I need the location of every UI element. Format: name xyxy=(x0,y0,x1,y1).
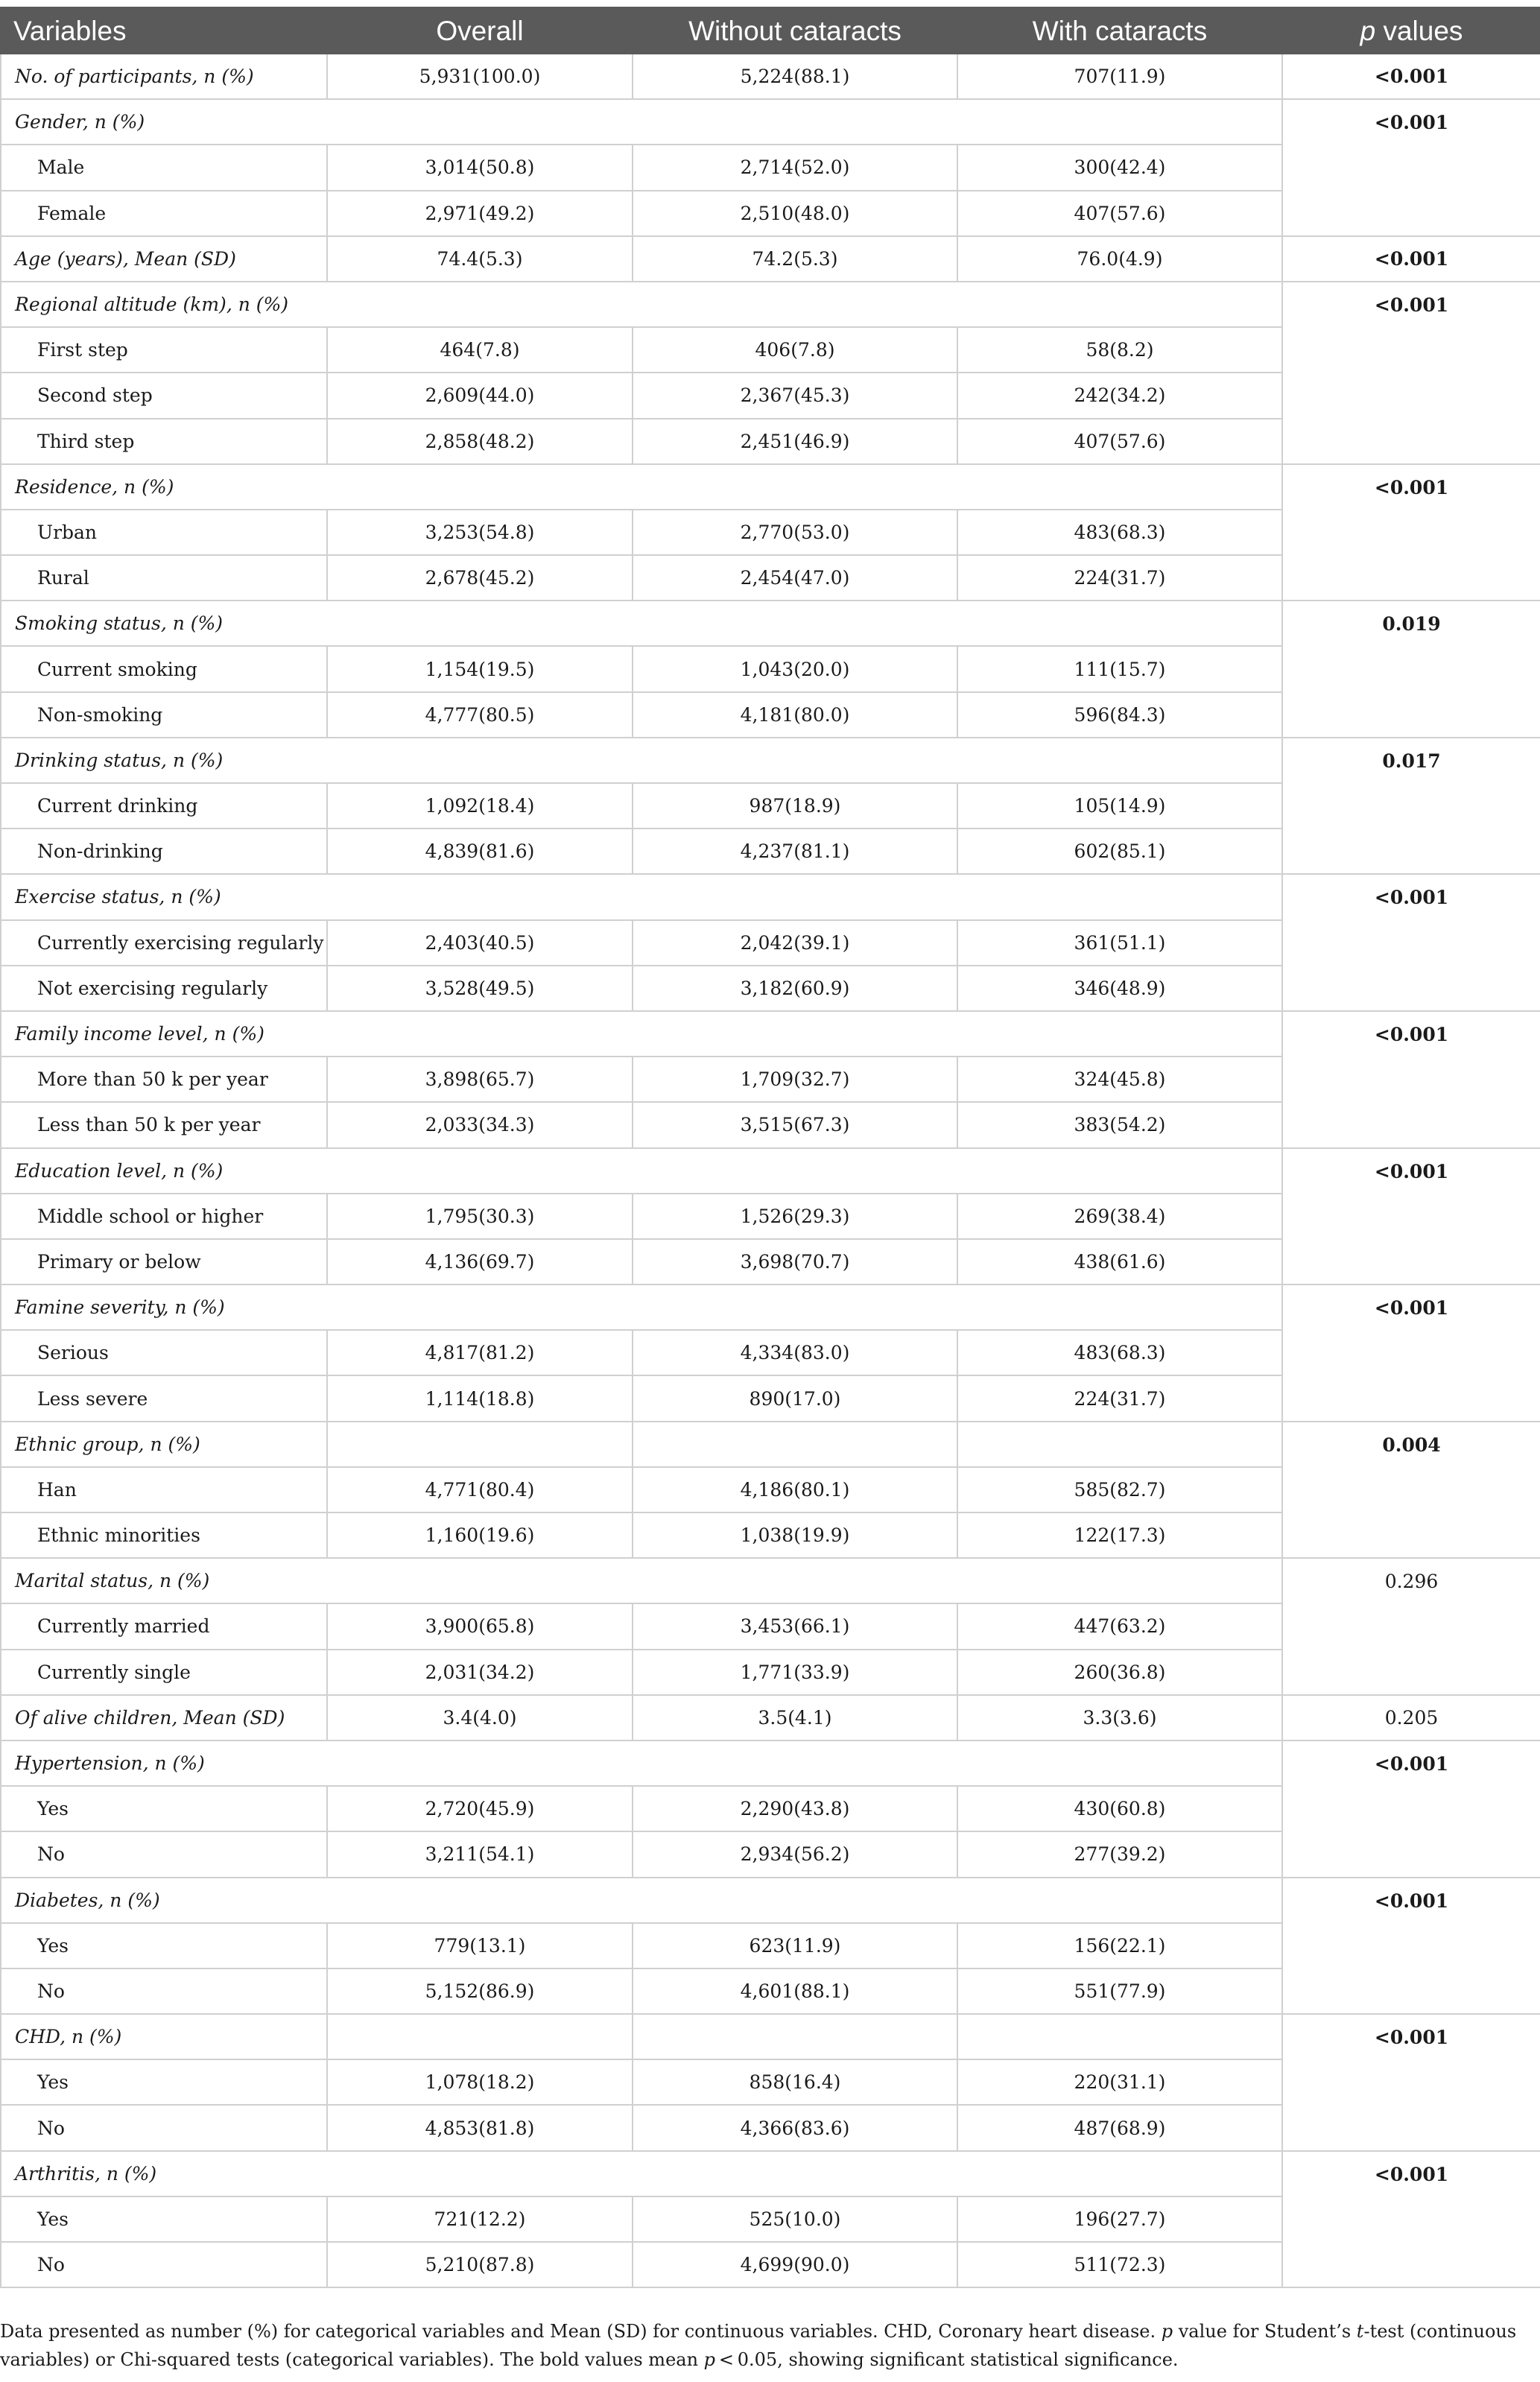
table-row xyxy=(1,738,1540,783)
without-cataracts-cell: 2,510(48.0) xyxy=(633,191,957,236)
overall-cell: 1,092(18.4) xyxy=(327,783,633,829)
p-value-cell: 0.019 xyxy=(1282,601,1540,738)
subgroup-label: No xyxy=(1,2242,327,2287)
overall-cell: 779(13.1) xyxy=(327,1923,633,1968)
without-cataracts-cell: 858(16.4) xyxy=(633,2059,957,2105)
table-row xyxy=(1,1148,1540,1194)
with-cataracts-cell: 487(68.9) xyxy=(957,2105,1282,2150)
with-cataracts-cell: 383(54.2) xyxy=(957,1102,1282,1147)
table-row xyxy=(1,1011,1540,1057)
overall-cell: 2,031(34.2) xyxy=(327,1650,633,1695)
overall-cell: 5,152(86.9) xyxy=(327,1968,633,2014)
subgroup-label: More than 50 k per year xyxy=(1,1057,327,1102)
without-cataracts-cell: 406(7.8) xyxy=(633,327,957,373)
footnote-p1: p xyxy=(1161,2321,1173,2342)
p-value-cell: 0.205 xyxy=(1282,1695,1540,1740)
with-cataracts-cell: 483(68.3) xyxy=(957,510,1282,555)
with-cataracts-cell: 551(77.9) xyxy=(957,1968,1282,2014)
header-p-suffix: values xyxy=(1383,15,1463,46)
with-cataracts-cell: 220(31.1) xyxy=(957,2059,1282,2105)
overall-cell: 2,403(40.5) xyxy=(327,920,633,966)
p-value-cell: <0.001 xyxy=(1282,54,1540,99)
table-row xyxy=(1,874,1540,919)
variable-label: Drinking status, n (%) xyxy=(1,738,1282,783)
with-cataracts-cell: 407(57.6) xyxy=(957,191,1282,236)
with-cataracts-cell: 3.3(3.6) xyxy=(957,1695,1282,1740)
without-cataracts-cell: 1,526(29.3) xyxy=(633,1194,957,1239)
p-value-cell: 0.004 xyxy=(1282,1422,1540,1559)
without-cataracts-cell: 623(11.9) xyxy=(633,1923,957,1968)
with-cataracts-cell: 602(85.1) xyxy=(957,829,1282,874)
overall-cell: 1,795(30.3) xyxy=(327,1194,633,1239)
overall-cell: 4,136(69.7) xyxy=(327,1239,633,1285)
with-cataracts-cell: 707(11.9) xyxy=(957,54,1282,99)
p-value-cell: <0.001 xyxy=(1282,1285,1540,1422)
empty-cell xyxy=(327,2014,633,2059)
header-without: Without cataracts xyxy=(633,7,957,54)
without-cataracts-cell: 2,714(52.0) xyxy=(633,145,957,190)
with-cataracts-cell: 346(48.9) xyxy=(957,966,1282,1011)
without-cataracts-cell: 74.2(5.3) xyxy=(633,236,957,282)
variable-label: Smoking status, n (%) xyxy=(1,601,1282,646)
without-cataracts-cell: 3,182(60.9) xyxy=(633,966,957,1011)
p-value-cell: <0.001 xyxy=(1282,2014,1540,2151)
with-cataracts-cell: 324(45.8) xyxy=(957,1057,1282,1102)
without-cataracts-cell: 2,770(53.0) xyxy=(633,510,957,555)
subgroup-label: Non-smoking xyxy=(1,692,327,738)
header-p-italic: p xyxy=(1360,15,1376,46)
with-cataracts-cell: 300(42.4) xyxy=(957,145,1282,190)
p-value-cell: <0.001 xyxy=(1282,874,1540,1011)
header-p-values xyxy=(1282,7,1540,54)
variable-label: Regional altitude (km), n (%) xyxy=(1,282,1282,327)
subgroup-label: Third step xyxy=(1,419,327,464)
p-value-cell: <0.001 xyxy=(1282,99,1540,236)
table-row xyxy=(1,1878,1540,1923)
without-cataracts-cell: 3,515(67.3) xyxy=(633,1102,957,1147)
table-row xyxy=(1,282,1540,327)
without-cataracts-cell: 2,290(43.8) xyxy=(633,1786,957,1831)
overall-cell: 464(7.8) xyxy=(327,327,633,373)
table-row xyxy=(1,2151,1540,2196)
variable-label: Family income level, n (%) xyxy=(1,1011,1282,1057)
subgroup-label: Not exercising regularly xyxy=(1,966,327,1011)
overall-cell: 3.4(4.0) xyxy=(327,1695,633,1740)
with-cataracts-cell: 122(17.3) xyxy=(957,1512,1282,1558)
p-value-cell: <0.001 xyxy=(1282,236,1540,282)
overall-cell: 1,114(18.8) xyxy=(327,1375,633,1421)
with-cataracts-cell: 277(39.2) xyxy=(957,1831,1282,1877)
footnote-e: -test (continuous variables) or Chi-squared tests (categorical variables). The bold values mean xyxy=(0,2321,1517,2370)
subgroup-label: Currently married xyxy=(1,1603,327,1649)
overall-cell: 3,528(49.5) xyxy=(327,966,633,1011)
footnote-t: t xyxy=(1356,2321,1364,2342)
without-cataracts-cell: 4,366(83.6) xyxy=(633,2105,957,2150)
without-cataracts-cell: 1,709(32.7) xyxy=(633,1057,957,1102)
with-cataracts-cell: 105(14.9) xyxy=(957,783,1282,829)
variable-label: Residence, n (%) xyxy=(1,464,1282,510)
with-cataracts-cell: 242(34.2) xyxy=(957,373,1282,418)
p-value-cell: <0.001 xyxy=(1282,2151,1540,2288)
with-cataracts-cell: 438(61.6) xyxy=(957,1239,1282,1285)
variable-label: Education level, n (%) xyxy=(1,1148,1282,1194)
without-cataracts-cell: 525(10.0) xyxy=(633,2196,957,2242)
table-row xyxy=(1,99,1540,145)
overall-cell: 1,160(19.6) xyxy=(327,1512,633,1558)
subgroup-label: Second step xyxy=(1,373,327,418)
without-cataracts-cell: 2,451(46.9) xyxy=(633,419,957,464)
overall-cell: 2,720(45.9) xyxy=(327,1786,633,1831)
header-overall: Overall xyxy=(327,7,633,54)
without-cataracts-cell: 4,237(81.1) xyxy=(633,829,957,874)
variable-label: Arthritis, n (%) xyxy=(1,2151,1282,2196)
subgroup-label: Urban xyxy=(1,510,327,555)
without-cataracts-cell: 4,334(83.0) xyxy=(633,1330,957,1375)
subgroup-label: No xyxy=(1,1968,327,2014)
overall-cell: 74.4(5.3) xyxy=(327,236,633,282)
p-value-cell: 0.296 xyxy=(1282,1558,1540,1695)
without-cataracts-cell: 4,186(80.1) xyxy=(633,1467,957,1512)
subgroup-label: Less severe xyxy=(1,1375,327,1421)
without-cataracts-cell: 4,699(90.0) xyxy=(633,2242,957,2287)
p-value-cell: <0.001 xyxy=(1282,1878,1540,2015)
table-row xyxy=(1,464,1540,510)
variable-label: No. of participants, n (%) xyxy=(1,54,327,99)
subgroup-label: Currently exercising regularly xyxy=(1,920,327,966)
subgroup-label: Yes xyxy=(1,1786,327,1831)
without-cataracts-cell: 987(18.9) xyxy=(633,783,957,829)
subgroup-label: Current smoking xyxy=(1,646,327,691)
overall-cell: 2,678(45.2) xyxy=(327,555,633,601)
without-cataracts-cell: 2,367(45.3) xyxy=(633,373,957,418)
p-value-cell: <0.001 xyxy=(1282,1740,1540,1878)
with-cataracts-cell: 156(22.1) xyxy=(957,1923,1282,1968)
subgroup-label: Primary or below xyxy=(1,1239,327,1285)
table-row xyxy=(1,54,1540,99)
empty-cell xyxy=(957,2014,1282,2059)
header-variables: Variables xyxy=(1,7,327,54)
subgroup-label: Non-drinking xyxy=(1,829,327,874)
empty-cell xyxy=(633,2014,957,2059)
with-cataracts-cell: 224(31.7) xyxy=(957,1375,1282,1421)
variable-label: Famine severity, n (%) xyxy=(1,1285,1282,1330)
with-cataracts-cell: 585(82.7) xyxy=(957,1467,1282,1512)
empty-cell xyxy=(633,1422,957,1467)
overall-cell: 2,609(44.0) xyxy=(327,373,633,418)
variable-label: Marital status, n (%) xyxy=(1,1558,1282,1603)
p-value-cell: <0.001 xyxy=(1282,464,1540,601)
without-cataracts-cell: 3,453(66.1) xyxy=(633,1603,957,1649)
table-header-row xyxy=(1,7,1540,54)
subgroup-label: Rural xyxy=(1,555,327,601)
with-cataracts-cell: 430(60.8) xyxy=(957,1786,1282,1831)
subgroup-label: First step xyxy=(1,327,327,373)
overall-cell: 4,771(80.4) xyxy=(327,1467,633,1512)
overall-cell: 2,858(48.2) xyxy=(327,419,633,464)
variable-label: Ethnic group, n (%) xyxy=(1,1422,327,1467)
subgroup-label: No xyxy=(1,2105,327,2150)
table-row xyxy=(1,1558,1540,1603)
with-cataracts-cell: 76.0(4.9) xyxy=(957,236,1282,282)
footnote-a: Data presented as number (%) for categorical variables and Mean (SD) for continuous variables. CHD, Coronary heart disease. xyxy=(0,2321,1162,2342)
overall-cell: 3,253(54.8) xyxy=(327,510,633,555)
subgroup-label: Han xyxy=(1,1467,327,1512)
p-value-cell: <0.001 xyxy=(1282,1148,1540,1285)
variable-label: CHD, n (%) xyxy=(1,2014,327,2059)
without-cataracts-cell: 4,601(88.1) xyxy=(633,1968,957,2014)
table-row xyxy=(1,1740,1540,1786)
without-cataracts-cell: 1,038(19.9) xyxy=(633,1512,957,1558)
with-cataracts-cell: 511(72.3) xyxy=(957,2242,1282,2287)
with-cataracts-cell: 447(63.2) xyxy=(957,1603,1282,1649)
with-cataracts-cell: 58(8.2) xyxy=(957,327,1282,373)
with-cataracts-cell: 596(84.3) xyxy=(957,692,1282,738)
subgroup-label: Yes xyxy=(1,1923,327,1968)
with-cataracts-cell: 111(15.7) xyxy=(957,646,1282,691)
overall-cell: 1,154(19.5) xyxy=(327,646,633,691)
overall-cell: 4,777(80.5) xyxy=(327,692,633,738)
variable-label: Of alive children, Mean (SD) xyxy=(1,1695,327,1740)
overall-cell: 3,014(50.8) xyxy=(327,145,633,190)
footnote-g: < 0.05, showing significant statistical significance. xyxy=(715,2349,1179,2370)
empty-cell xyxy=(327,1422,633,1467)
overall-cell: 5,210(87.8) xyxy=(327,2242,633,2287)
without-cataracts-cell: 5,224(88.1) xyxy=(633,54,957,99)
footnote-c: value for Student’s xyxy=(1173,2321,1357,2342)
overall-cell: 3,900(65.8) xyxy=(327,1603,633,1649)
overall-cell: 5,931(100.0) xyxy=(327,54,633,99)
without-cataracts-cell: 2,454(47.0) xyxy=(633,555,957,601)
variable-label: Age (years), Mean (SD) xyxy=(1,236,327,282)
table-row xyxy=(1,1695,1540,1740)
variable-label: Exercise status, n (%) xyxy=(1,874,1282,919)
p-value-cell: <0.001 xyxy=(1282,282,1540,464)
without-cataracts-cell: 3,698(70.7) xyxy=(633,1239,957,1285)
subgroup-label: Serious xyxy=(1,1330,327,1375)
p-value-cell: 0.017 xyxy=(1282,738,1540,875)
without-cataracts-cell: 1,043(20.0) xyxy=(633,646,957,691)
overall-cell: 3,211(54.1) xyxy=(327,1831,633,1877)
with-cataracts-cell: 260(36.8) xyxy=(957,1650,1282,1695)
subgroup-label: Yes xyxy=(1,2059,327,2105)
overall-cell: 2,971(49.2) xyxy=(327,191,633,236)
variable-label: Diabetes, n (%) xyxy=(1,1878,1282,1923)
without-cataracts-cell: 3.5(4.1) xyxy=(633,1695,957,1740)
variable-label: Hypertension, n (%) xyxy=(1,1740,1282,1786)
table-footnote xyxy=(0,2317,1520,2374)
with-cataracts-cell: 269(38.4) xyxy=(957,1194,1282,1239)
subgroup-label: Ethnic minorities xyxy=(1,1512,327,1558)
with-cataracts-cell: 361(51.1) xyxy=(957,920,1282,966)
subgroup-label: Male xyxy=(1,145,327,190)
with-cataracts-cell: 483(68.3) xyxy=(957,1330,1282,1375)
subgroup-label: Yes xyxy=(1,2196,327,2242)
with-cataracts-cell: 196(27.7) xyxy=(957,2196,1282,2242)
overall-cell: 721(12.2) xyxy=(327,2196,633,2242)
table-row xyxy=(1,1422,1540,1467)
footnote-p2: p xyxy=(703,2349,716,2370)
without-cataracts-cell: 890(17.0) xyxy=(633,1375,957,1421)
empty-cell xyxy=(957,1422,1282,1467)
characteristics-table xyxy=(0,7,1540,2288)
subgroup-label: Middle school or higher xyxy=(1,1194,327,1239)
overall-cell: 1,078(18.2) xyxy=(327,2059,633,2105)
subgroup-label: Currently single xyxy=(1,1650,327,1695)
without-cataracts-cell: 2,042(39.1) xyxy=(633,920,957,966)
table-row xyxy=(1,1285,1540,1330)
variable-label: Gender, n (%) xyxy=(1,99,1282,145)
subgroup-label: Female xyxy=(1,191,327,236)
without-cataracts-cell: 2,934(56.2) xyxy=(633,1831,957,1877)
overall-cell: 4,839(81.6) xyxy=(327,829,633,874)
overall-cell: 3,898(65.7) xyxy=(327,1057,633,1102)
subgroup-label: Current drinking xyxy=(1,783,327,829)
table-row xyxy=(1,2014,1540,2059)
table-row xyxy=(1,236,1540,282)
with-cataracts-cell: 224(31.7) xyxy=(957,555,1282,601)
overall-cell: 2,033(34.3) xyxy=(327,1102,633,1147)
subgroup-label: No xyxy=(1,1831,327,1877)
with-cataracts-cell: 407(57.6) xyxy=(957,419,1282,464)
p-value-cell: <0.001 xyxy=(1282,1011,1540,1148)
overall-cell: 4,817(81.2) xyxy=(327,1330,633,1375)
without-cataracts-cell: 4,181(80.0) xyxy=(633,692,957,738)
table-row xyxy=(1,601,1540,646)
without-cataracts-cell: 1,771(33.9) xyxy=(633,1650,957,1695)
subgroup-label: Less than 50 k per year xyxy=(1,1102,327,1147)
overall-cell: 4,853(81.8) xyxy=(327,2105,633,2150)
header-with: With cataracts xyxy=(957,7,1282,54)
